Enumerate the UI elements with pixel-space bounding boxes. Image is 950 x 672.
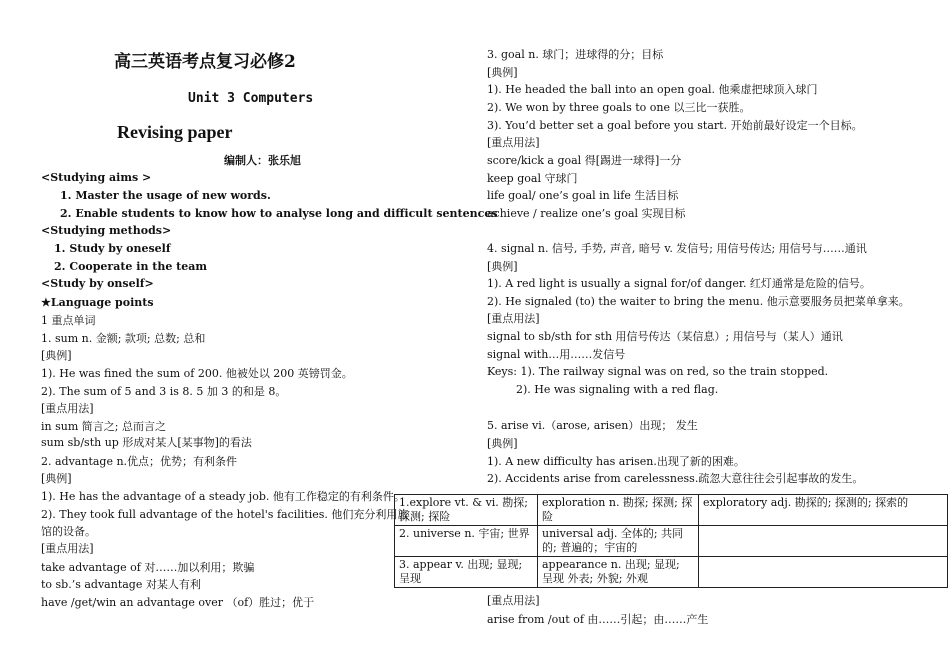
aims-heading: <Studying aims > xyxy=(41,171,152,184)
usage-label: [重点用法] xyxy=(41,542,94,555)
sum-usage-1: in sum 简言之; 总而言之 xyxy=(41,420,166,433)
example-label: [典例] xyxy=(487,260,518,273)
signal-example-1: 1). A red light is usually a signal for/of danger. 红灯通常是危险的信号。 xyxy=(487,277,871,290)
goal-usage-4: achieve / realize one’s goal 实现目标 xyxy=(487,207,686,220)
table-cell xyxy=(699,526,948,557)
table-cell xyxy=(699,557,948,588)
goal-example-1: 1). He headed the ball into an open goal. 他乘虚把球顶入球门 xyxy=(487,83,818,96)
signal-usage-1: signal to sb/sth for sth 用信号传达（某信息）; 用信号与（某人）通讯 xyxy=(487,330,843,343)
table-cell: 3. appear v. 出现; 显现; 呈现 xyxy=(395,557,538,588)
arise-usage-1: arise from /out of 由……引起；由……产生 xyxy=(487,613,709,626)
usage-label: [重点用法] xyxy=(487,594,540,607)
advantage-example-1: 1). He has the advantage of a steady job. 他有工作稳定的有利条件。 xyxy=(41,490,405,503)
method-item-1: 1. Study by oneself xyxy=(54,242,171,255)
table-cell: exploratory adj. 勘探的; 探测的; 探索的 xyxy=(699,495,948,526)
signal-example-2: 2). He signaled (to) the waiter to bring the menu. 他示意要服务员把菜单拿来。 xyxy=(487,295,910,308)
signal-keys-1: Keys: 1). The railway signal was on red, so the train stopped. xyxy=(487,365,829,378)
goal-example-2: 2). We won by three goals to one 以三比一获胜。 xyxy=(487,101,751,114)
word-goal-heading: 3. goal n. 球门；进球得的分；目标 xyxy=(487,48,664,61)
advantage-example-2-cont: 馆的设备。 xyxy=(41,525,96,538)
word-advantage-heading: 2. advantage n.优点；优势；有利条件 xyxy=(41,455,238,468)
paper-title: Revising paper xyxy=(117,122,233,142)
unit-title: Unit 3 Computers xyxy=(188,91,314,106)
author-line: 编制人：张乐旭 xyxy=(224,154,301,167)
signal-usage-2: signal with…用……发信号 xyxy=(487,348,626,361)
example-label: [典例] xyxy=(41,349,72,362)
advantage-usage-3: have /get/win an advantage over （of）胜过；优于 xyxy=(41,596,315,609)
arise-example-1: 1). A new difficulty has arisen.出现了新的困难。 xyxy=(487,455,745,468)
usage-label: [重点用法] xyxy=(487,136,540,149)
advantage-example-2: 2). They took full advantage of the hotel's facilities. 他们充分利用旅 xyxy=(41,508,409,521)
word-sum-heading: 1. sum n. 金额; 款项; 总数; 总和 xyxy=(41,332,206,345)
section-heading: 1 重点单词 xyxy=(41,314,96,327)
goal-example-3: 3). You’d better set a goal before you start. 开始前最好设定一个目标。 xyxy=(487,119,863,132)
advantage-usage-2: to sb.’s advantage 对某人有利 xyxy=(41,578,201,591)
table-row xyxy=(395,495,948,526)
word-signal-heading: 4. signal n. 信号, 手势, 声音, 暗号 v. 发信号; 用信号传达; 用信号与……通讯 xyxy=(487,242,867,255)
table-cell: appearance n. 出现; 显现; 呈现 外表; 外貌; 外观 xyxy=(538,557,699,588)
table-row xyxy=(395,526,948,557)
goal-usage-3: life goal/ one’s goal in life 生活目标 xyxy=(487,189,679,202)
example-label: [典例] xyxy=(41,472,72,485)
advantage-usage-1: take advantage of 对……加以利用；欺骗 xyxy=(41,561,255,574)
table-cell: 2. universe n. 宇宙; 世界 xyxy=(395,526,538,557)
word-family-table xyxy=(394,494,948,588)
table-cell: universal adj. 全体的; 共同的; 普遍的；宇宙的 xyxy=(538,526,699,557)
goal-usage-2: keep goal 守球门 xyxy=(487,172,578,185)
methods-heading: <Studying methods> xyxy=(41,224,172,237)
usage-label: [重点用法] xyxy=(41,402,94,415)
example-label: [典例] xyxy=(487,66,518,79)
arise-example-2: 2). Accidents arise from carelessness.疏忽大意往往会引起事故的发生。 xyxy=(487,472,864,485)
word-arise-heading: 5. arise vi.（arose, arisen）出现； 发生 xyxy=(487,419,698,432)
table-cell: exploration n. 勘探; 探测; 探险 xyxy=(538,495,699,526)
sum-example-1: 1). He was fined the sum of 200. 他被处以 200 英镑罚金。 xyxy=(41,367,353,380)
table-row xyxy=(395,557,948,588)
table-cell: 1.explore vt. & vi. 勘探; 探测; 探险 xyxy=(395,495,538,526)
goal-usage-1: score/kick a goal 得[踢进一球得]一分 xyxy=(487,154,682,167)
language-points-heading: ★Language points xyxy=(41,296,154,309)
study-heading: <Study by onself> xyxy=(41,277,154,290)
example-label: [典例] xyxy=(487,437,518,450)
method-item-2: 2. Cooperate in the team xyxy=(54,260,208,273)
page-title: 高三英语考点复习必修2 xyxy=(114,52,296,72)
sum-example-2: 2). The sum of 5 and 3 is 8. 5 加 3 的和是 8。 xyxy=(41,385,287,398)
aim-item-1: 1. Master the usage of new words. xyxy=(60,189,271,202)
usage-label: [重点用法] xyxy=(487,312,540,325)
sum-usage-2: sum sb/sth up 形成对某人[某事物]的看法 xyxy=(41,436,252,449)
signal-keys-2: 2). He was signaling with a red flag. xyxy=(516,383,719,396)
aim-item-2: 2. Enable students to know how to analyse long and difficult sentences xyxy=(60,207,498,220)
